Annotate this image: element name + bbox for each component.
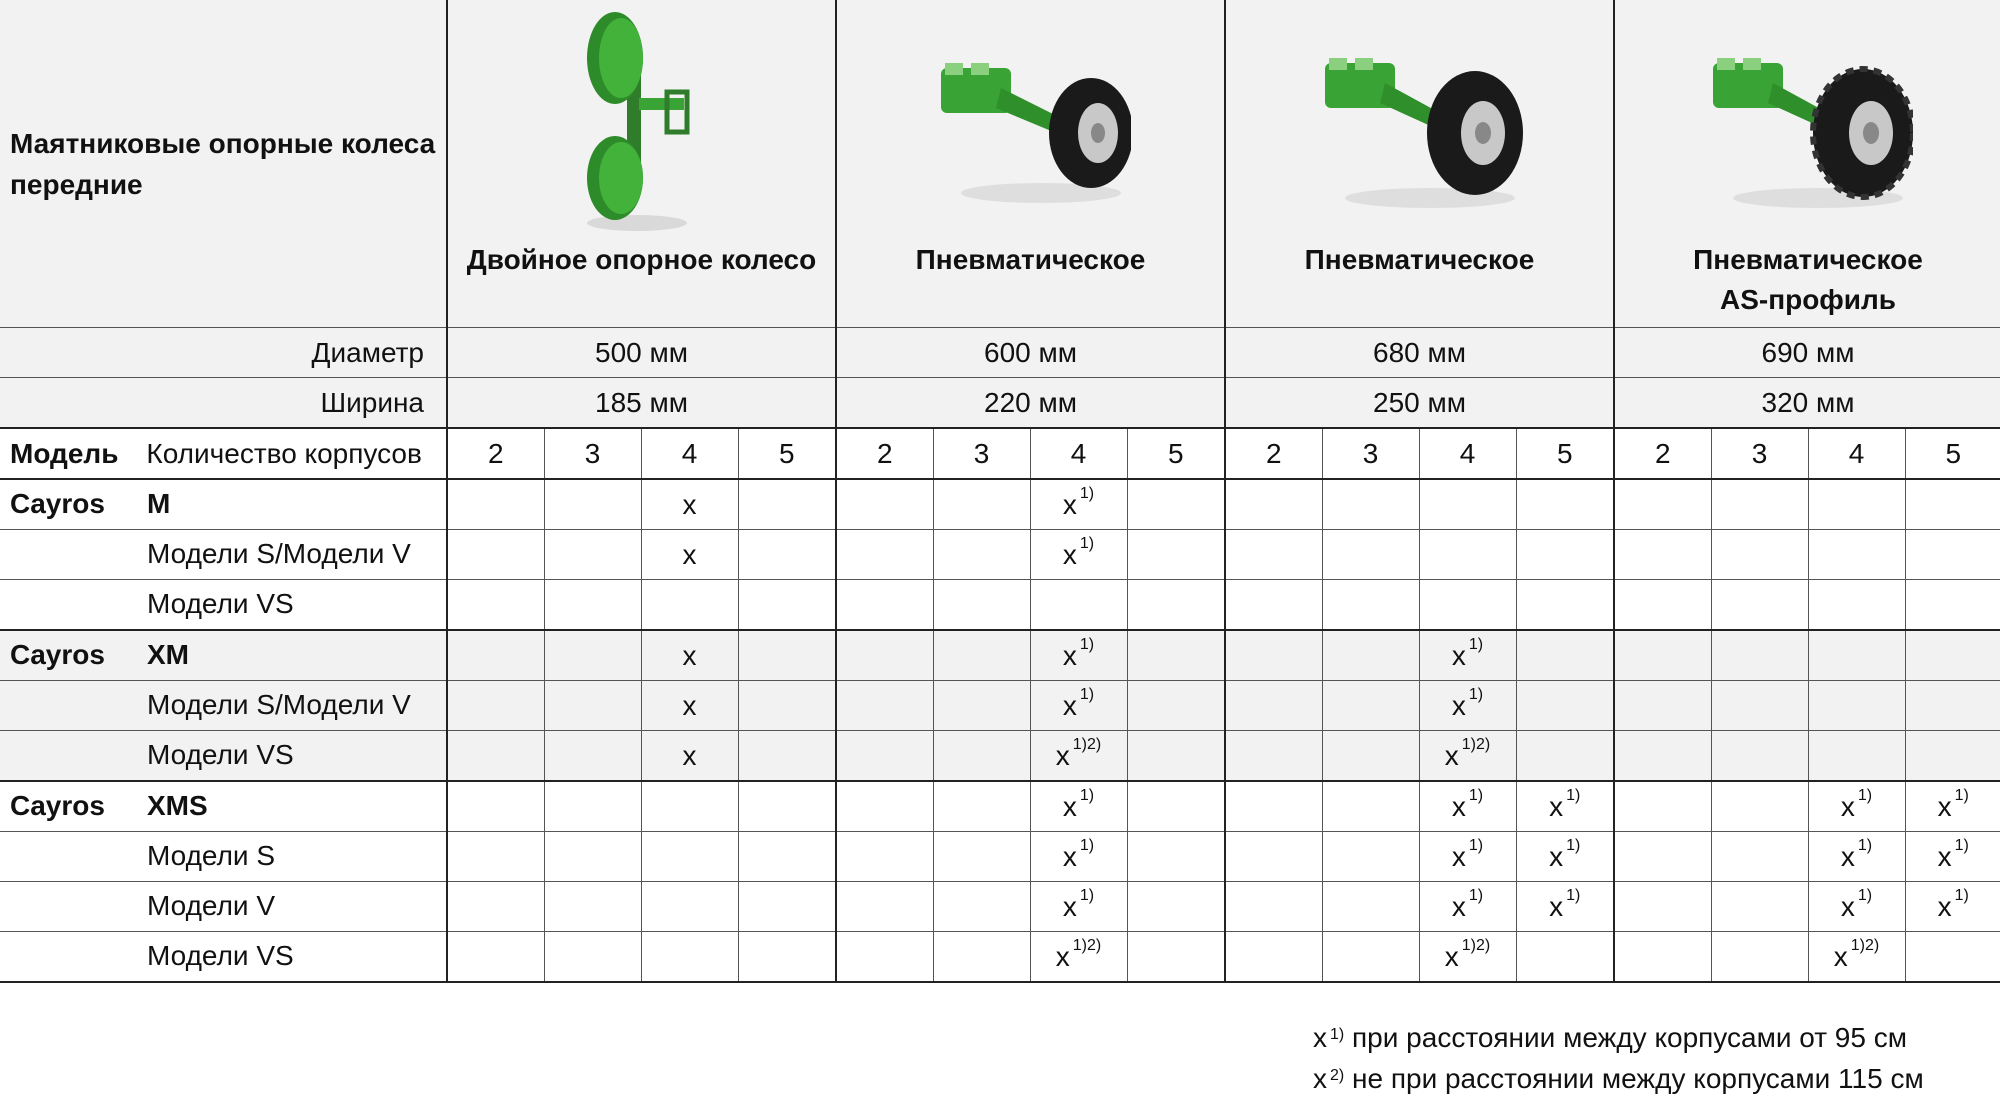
compatibility-mark: x [1833, 940, 1848, 972]
compatibility-cell [1905, 479, 2000, 530]
model-cell [0, 530, 447, 580]
model-cell [0, 479, 447, 530]
compatibility-mark: x [1451, 790, 1466, 822]
compatibility-cell [447, 479, 544, 530]
diameter-label: Диаметр [0, 328, 447, 378]
compatibility-cell [1322, 832, 1419, 882]
compatibility-cell [1614, 479, 1711, 530]
model-label: Модель [10, 437, 119, 469]
model-row [0, 530, 2000, 580]
model-variant: XM [147, 639, 189, 670]
compatibility-cell [933, 832, 1030, 882]
compatibility-cell [544, 530, 641, 580]
wheel-name: Пневматическое AS-профиль [1693, 244, 1923, 315]
wheel-name: Пневматическое [915, 244, 1146, 275]
compatibility-cell [1030, 681, 1127, 731]
footnote-ref: 1) [1079, 886, 1095, 904]
footnote-ref: 1)2) [1850, 936, 1880, 954]
compatibility-cell [1127, 832, 1225, 882]
model-cell [0, 882, 447, 932]
compatibility-cell [933, 882, 1030, 932]
compatibility-cell [1808, 932, 1905, 983]
compatibility-cell [1030, 932, 1127, 983]
compatibility-cell [933, 630, 1030, 681]
compatibility-cell [738, 932, 836, 983]
compatibility-cell [1614, 530, 1711, 580]
table-title: Маятниковые опорные колеса передние [0, 0, 447, 328]
wheel-column-header [836, 0, 1225, 328]
footnote-2: x $^{2)}$ не при расстоянии между корпусами 115 см [1313, 1063, 1924, 1094]
compatibility-cell [1808, 781, 1905, 832]
footnote-ref: 1) [1079, 685, 1095, 703]
footnote-ref: 1)2) [1072, 735, 1102, 753]
model-header [0, 428, 447, 479]
wheel-column-header [447, 0, 836, 328]
model-variant: Модели VS [147, 940, 294, 971]
width-value: 250 мм [1225, 378, 1614, 429]
compatibility-cell [1614, 681, 1711, 731]
compatibility-cell [544, 580, 641, 631]
compatibility-mark: x [1937, 790, 1952, 822]
model-row [0, 479, 2000, 530]
model-variant: Модели V [147, 890, 276, 921]
footnote-ref: 1) [1566, 886, 1581, 904]
model-row [0, 882, 2000, 932]
compatibility-cell [1905, 630, 2000, 681]
compatibility-cell [1711, 530, 1808, 580]
compatibility-mark: x [1451, 639, 1466, 671]
compatibility-cell [544, 882, 641, 932]
width-label: Ширина [0, 378, 447, 429]
compatibility-cell [641, 832, 738, 882]
footnote-ref: 1) [1468, 886, 1484, 904]
compatibility-cell [1127, 932, 1225, 983]
compatibility-cell [1419, 932, 1516, 983]
wheel-column-header [1614, 0, 2000, 328]
model-variant: M [147, 488, 171, 519]
compatibility-mark: x [1055, 739, 1070, 771]
compatibility-cell [1419, 580, 1516, 631]
compatibility-cell [1808, 479, 1905, 530]
body-count-cell: 2 [1225, 428, 1322, 479]
compatibility-cell [544, 731, 641, 782]
body-count-row [0, 428, 2000, 479]
footnote-ref: 1) [1954, 786, 1969, 804]
compatibility-cell [1030, 832, 1127, 882]
compatibility-cell [1225, 932, 1322, 983]
body-count-cell: 4 [1030, 428, 1127, 479]
compatibility-cell [1322, 681, 1419, 731]
compatibility-cell [1516, 479, 1614, 530]
compatibility-mark: x [1840, 890, 1855, 922]
model-row [0, 681, 2000, 731]
compatibility-cell [933, 932, 1030, 983]
compatibility-cell [738, 832, 836, 882]
compatibility-cell [1808, 832, 1905, 882]
footnote-ref: 1) [1468, 836, 1484, 854]
compatibility-cell [1322, 731, 1419, 782]
compatibility-cell [1225, 832, 1322, 882]
model-row [0, 932, 2000, 983]
compatibility-cell [447, 580, 544, 631]
compatibility-cell [1127, 781, 1225, 832]
compatibility-mark: x [1444, 940, 1459, 972]
compatibility-cell [447, 882, 544, 932]
model-row [0, 731, 2000, 782]
wheel-column-header [1225, 0, 1614, 328]
model-cell [0, 832, 447, 882]
compatibility-cell [544, 781, 641, 832]
brand-name: Cayros [10, 488, 105, 519]
model-row [0, 580, 2000, 631]
model-cell [0, 580, 447, 631]
compatibility-cell [641, 882, 738, 932]
compatibility-cell [1614, 882, 1711, 932]
footnote-ref: 1) [1079, 484, 1095, 502]
diameter-value: 600 мм [836, 328, 1225, 378]
pneumatic-wheel-icon [1315, 8, 1525, 208]
compatibility-mark: x [1549, 890, 1564, 922]
compatibility-cell [1225, 479, 1322, 530]
body-count-cell: 3 [1322, 428, 1419, 479]
footnote-ref: 1) [1857, 786, 1873, 804]
model-cell [0, 630, 447, 681]
compatibility-cell [1225, 630, 1322, 681]
brand-name: Cayros [10, 790, 105, 821]
diameter-value: 680 мм [1225, 328, 1614, 378]
compatibility-cell [641, 479, 738, 530]
diameter-value: 500 мм [447, 328, 836, 378]
compatibility-cell [933, 781, 1030, 832]
footnote-ref: 1) [1857, 886, 1873, 904]
compatibility-cell [933, 530, 1030, 580]
model-row [0, 630, 2000, 681]
compatibility-mark: x [1840, 840, 1855, 872]
compatibility-mark: x [1451, 840, 1466, 872]
compatibility-cell [447, 932, 544, 983]
compatibility-cell [1127, 681, 1225, 731]
compatibility-cell [933, 479, 1030, 530]
footnote-ref: 1)2) [1461, 735, 1491, 753]
model-row [0, 781, 2000, 832]
compatibility-mark: x [1451, 890, 1466, 922]
compatibility-cell [1711, 781, 1808, 832]
compatibility-mark: x [1062, 689, 1077, 721]
compatibility-cell [1905, 681, 2000, 731]
body-count-cell: 2 [836, 428, 933, 479]
width-value: 320 мм [1614, 378, 2000, 429]
compatibility-cell [1419, 882, 1516, 932]
compatibility-cell [1322, 530, 1419, 580]
footnote-1: x $^{1)}$ при расстоянии между корпусами от 95 см [1313, 1022, 1907, 1053]
compatibility-cell [1127, 731, 1225, 782]
compatibility-cell [1030, 530, 1127, 580]
footnote-ref: 1) [1954, 886, 1969, 904]
compatibility-cell [641, 630, 738, 681]
compatibility-cell [836, 681, 933, 731]
compatibility-cell [447, 781, 544, 832]
header-row [0, 0, 2000, 328]
compatibility-cell [738, 781, 836, 832]
compatibility-cell [1419, 530, 1516, 580]
compatibility-cell [1905, 781, 2000, 832]
body-count-cell: 3 [544, 428, 641, 479]
model-variant: Модели VS [147, 739, 294, 770]
compatibility-cell [544, 832, 641, 882]
compatibility-cell [1711, 580, 1808, 631]
compatibility-cell [1516, 630, 1614, 681]
body-count-cell: 2 [447, 428, 544, 479]
compatibility-cell [1516, 832, 1614, 882]
body-count-cell: 4 [641, 428, 738, 479]
footnote-ref: 1)2) [1072, 936, 1102, 954]
diameter-row [0, 328, 2000, 378]
model-variant: Модели VS [147, 588, 294, 619]
footnote-ref: 1) [1566, 786, 1581, 804]
compatibility-cell [447, 832, 544, 882]
body-count-label: Количество корпусов [146, 437, 422, 469]
compatibility-cell [1614, 731, 1711, 782]
compatibility-mark: x [1062, 890, 1077, 922]
compatibility-cell [641, 932, 738, 983]
footnote-ref: 1) [1468, 786, 1484, 804]
compatibility-cell [1614, 781, 1711, 832]
compatibility-cell [641, 781, 738, 832]
footnote-ref: 1) [1079, 534, 1095, 552]
body-count-cell: 5 [738, 428, 836, 479]
compatibility-cell [1322, 882, 1419, 932]
compatibility-cell [1808, 681, 1905, 731]
compatibility-cell [1516, 781, 1614, 832]
compatibility-mark: x [682, 739, 697, 771]
compatibility-cell [1808, 630, 1905, 681]
compatibility-cell [1419, 479, 1516, 530]
compatibility-cell [1905, 832, 2000, 882]
width-row [0, 378, 2000, 429]
compatibility-cell [1225, 530, 1322, 580]
compatibility-cell [1711, 731, 1808, 782]
compatibility-cell [1225, 882, 1322, 932]
compatibility-cell [1127, 479, 1225, 530]
compatibility-cell [1127, 530, 1225, 580]
compatibility-cell [1614, 932, 1711, 983]
model-variant: Модели S/Модели V [147, 689, 411, 720]
body-count-cell: 3 [933, 428, 1030, 479]
body-count-cell: 3 [1711, 428, 1808, 479]
compatibility-cell [1808, 530, 1905, 580]
compatibility-cell [1419, 630, 1516, 681]
compatibility-mark: x [682, 488, 697, 520]
compatibility-mark: x [1055, 940, 1070, 972]
compatibility-mark: x [1062, 538, 1077, 570]
compatibility-cell [1322, 932, 1419, 983]
compatibility-cell [1516, 882, 1614, 932]
compatibility-mark: x [1062, 488, 1077, 520]
compatibility-cell [836, 580, 933, 631]
width-value: 185 мм [447, 378, 836, 429]
compatibility-mark: x [1840, 790, 1855, 822]
compatibility-cell [641, 681, 738, 731]
model-cell [0, 681, 447, 731]
wheel-name: Двойное опорное колесо [466, 244, 817, 275]
double-support-wheel-icon [577, 8, 707, 233]
compatibility-mark: x [682, 639, 697, 671]
footnote-ref: 1) [1079, 836, 1095, 854]
compatibility-cell [738, 479, 836, 530]
compatibility-cell [544, 479, 641, 530]
model-cell [0, 781, 447, 832]
compatibility-cell [836, 832, 933, 882]
model-variant: Модели S [147, 840, 276, 871]
compatibility-cell [1127, 630, 1225, 681]
compatibility-cell [1905, 580, 2000, 631]
width-value: 220 мм [836, 378, 1225, 429]
compatibility-cell [1711, 932, 1808, 983]
compatibility-cell [836, 530, 933, 580]
compatibility-cell [1614, 580, 1711, 631]
compatibility-cell [738, 731, 836, 782]
compatibility-cell [836, 479, 933, 530]
compatibility-cell [641, 530, 738, 580]
compatibility-cell [641, 731, 738, 782]
model-variant: Модели S/Модели V [147, 538, 411, 569]
compatibility-cell [1225, 781, 1322, 832]
compatibility-cell [1322, 479, 1419, 530]
compatibility-cell [447, 731, 544, 782]
body-count-cell: 4 [1419, 428, 1516, 479]
body-count-cell: 2 [1614, 428, 1711, 479]
compatibility-mark: x [1451, 689, 1466, 721]
footnote-ref: 1) [1468, 685, 1484, 703]
wheel-name: Пневматическое [1304, 244, 1535, 275]
compatibility-cell [836, 882, 933, 932]
pneumatic-as-profile-wheel-icon [1703, 8, 1913, 208]
compatibility-cell [1711, 630, 1808, 681]
compatibility-cell [933, 681, 1030, 731]
compatibility-cell [544, 630, 641, 681]
compatibility-cell [738, 882, 836, 932]
compatibility-cell [738, 530, 836, 580]
compatibility-cell [738, 580, 836, 631]
compatibility-mark: x [682, 689, 697, 721]
model-row [0, 832, 2000, 882]
compatibility-mark: x [1062, 790, 1077, 822]
compatibility-cell [1030, 580, 1127, 631]
footnote-ref: 1) [1857, 836, 1873, 854]
compatibility-cell [1030, 630, 1127, 681]
footnote-ref: 1) [1566, 836, 1581, 854]
compatibility-cell [447, 630, 544, 681]
compatibility-cell [1419, 781, 1516, 832]
compatibility-cell [1808, 580, 1905, 631]
compatibility-cell [933, 731, 1030, 782]
footnotes [1313, 1017, 1924, 1099]
brand-name: Cayros [10, 639, 105, 670]
compatibility-cell [1322, 580, 1419, 631]
compatibility-cell [1516, 530, 1614, 580]
compatibility-cell [1905, 731, 2000, 782]
compatibility-cell [1127, 882, 1225, 932]
compatibility-cell [1225, 731, 1322, 782]
compatibility-cell [1516, 681, 1614, 731]
body-count-cell: 4 [1808, 428, 1905, 479]
compatibility-cell [1322, 781, 1419, 832]
compatibility-mark: x [1937, 890, 1952, 922]
pneumatic-wheel-icon [931, 8, 1131, 208]
compatibility-cell [1322, 630, 1419, 681]
compatibility-cell [447, 681, 544, 731]
compatibility-cell [1905, 882, 2000, 932]
body-count-cell: 5 [1516, 428, 1614, 479]
compatibility-cell [738, 681, 836, 731]
compatibility-cell [1225, 580, 1322, 631]
compatibility-cell [1127, 580, 1225, 631]
compatibility-cell [1614, 832, 1711, 882]
compatibility-cell [1516, 580, 1614, 631]
compatibility-cell [836, 932, 933, 983]
compatibility-cell [544, 681, 641, 731]
compatibility-cell [738, 630, 836, 681]
compatibility-cell [544, 932, 641, 983]
body-count-cell: 5 [1905, 428, 2000, 479]
model-cell [0, 731, 447, 782]
compatibility-mark: x [1549, 840, 1564, 872]
compatibility-cell [1614, 630, 1711, 681]
compatibility-cell [1030, 781, 1127, 832]
compatibility-cell [836, 731, 933, 782]
footnote-ref: 1) [1079, 786, 1095, 804]
compatibility-mark: x [682, 538, 697, 570]
compatibility-cell [1516, 731, 1614, 782]
compatibility-cell [1030, 731, 1127, 782]
compatibility-mark: x [1062, 639, 1077, 671]
compatibility-cell [933, 580, 1030, 631]
compatibility-cell [1516, 932, 1614, 983]
compatibility-cell [1711, 882, 1808, 932]
compatibility-cell [1711, 832, 1808, 882]
compatibility-cell [1419, 681, 1516, 731]
compatibility-cell [1225, 681, 1322, 731]
compatibility-mark: x [1444, 739, 1459, 771]
body-count-cell: 5 [1127, 428, 1225, 479]
compatibility-cell [1905, 530, 2000, 580]
compatibility-mark: x [1937, 840, 1952, 872]
compatibility-cell [447, 530, 544, 580]
footnote-ref: 1) [1954, 836, 1969, 854]
compatibility-cell [1905, 932, 2000, 983]
model-cell [0, 932, 447, 983]
footnote-ref: 1)2) [1461, 936, 1491, 954]
diameter-value: 690 мм [1614, 328, 2000, 378]
compatibility-mark: x [1062, 840, 1077, 872]
compatibility-cell [836, 781, 933, 832]
compatibility-cell [1030, 479, 1127, 530]
footnote-ref: 1) [1079, 635, 1095, 653]
model-variant: XMS [147, 790, 208, 821]
compatibility-cell [1808, 882, 1905, 932]
compatibility-cell [641, 580, 738, 631]
compatibility-cell [1711, 681, 1808, 731]
compatibility-cell [1711, 479, 1808, 530]
compatibility-cell [836, 630, 933, 681]
compatibility-cell [1419, 731, 1516, 782]
footnote-ref: 1) [1468, 635, 1484, 653]
compatibility-cell [1030, 882, 1127, 932]
compatibility-mark: x [1549, 790, 1564, 822]
compatibility-cell [1808, 731, 1905, 782]
compatibility-cell [1419, 832, 1516, 882]
